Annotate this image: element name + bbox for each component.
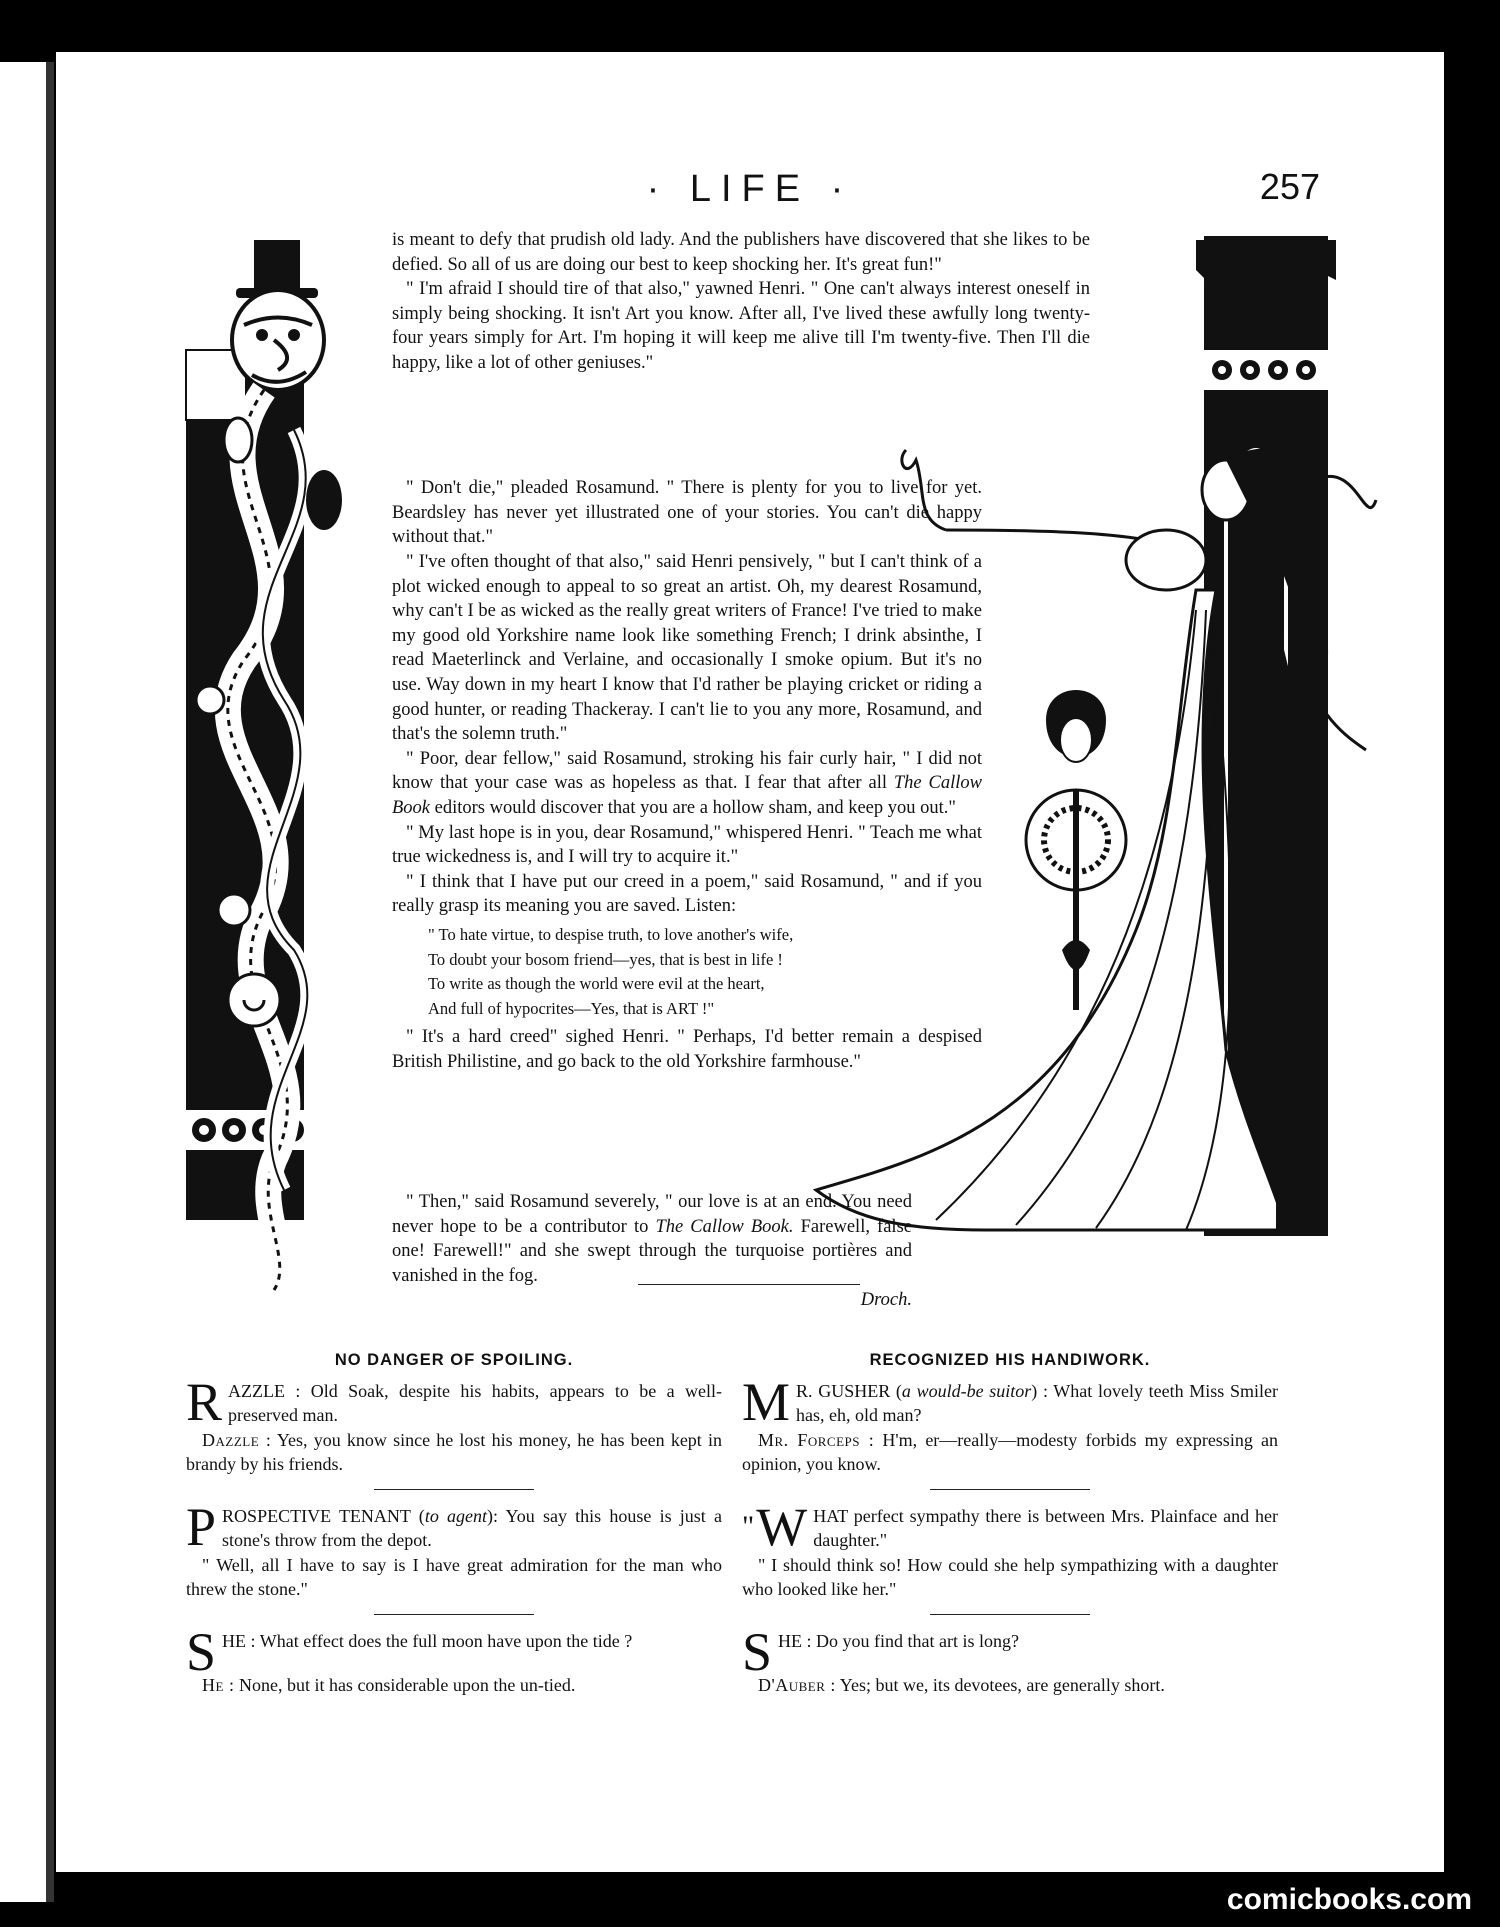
page-number: 257 [1259,166,1320,207]
story-paragraph: " My last hope is in you, dear Rosamund," whispered Henri. " Teach me what true wickedness is, and I will try to acquire it." [392,822,982,868]
opening-quote: " [742,1509,755,1543]
drop-cap: M [742,1371,791,1432]
story-paragraph: " I think that I have put our creed in a poem," said Rosamund, " and if you really grasp its meaning you are saved. Listen: [392,871,982,917]
joke-item [742,1621,1278,1698]
joke-line: R. GUSHER (a would-be suitor) : What lovely teeth Miss Smiler has, eh, old man? [796,1380,1278,1425]
poem-line: And full of hypocrites—Yes, that is ART !" [428,998,715,1018]
story-paragraph: " I'm afraid I should tire of that also," yawned Henri. " One can't always interest oneself in simply being shocking. It isn't Art you know. After all, I've lived these awfully long twenty-four years simply for Art. I'm hoping it will keep me alive till I'm twenty-five. Then I'll die happy, like a lot of other geniuses." [392,279,1090,373]
jokes-right-column [742,1348,1278,1705]
story-upper [392,228,1090,376]
joke-item [742,1371,1278,1477]
joke-line: Dazzle : Yes, you know since he lost his money, he has been kept in brandy by his friends. [186,1429,722,1474]
author-signature: Droch. [860,1290,912,1311]
joke-line: HE : Do you find that art is long? [778,1630,1020,1651]
joke-line: AZZLE : Old Soak, despite his habits, appears to be a well-preserved man. [228,1380,722,1425]
left-grotesque-border-illustration [174,230,344,1310]
jokes-left-column [186,1348,722,1705]
story-paragraph: " Then," said Rosamund severely, " our love is at an end. You need never hope to be a contributor to The Callow Book. Farewell, false one! Farewell!" and she swept through the turquoise portières and vanished in the fog. [392,1192,912,1286]
joke-line: HAT perfect sympathy there is between Mrs. Plainface and her daughter." [813,1505,1278,1550]
story-paragraph: is meant to defy that prudish old lady. And the publishers have discovered that she likes to be defied. So all of us are doing our best to keep shocking her. It's great fun!" [392,230,1090,275]
joke-line: Mr. Forceps : H'm, er—really—modesty forbids my expressing an opinion, you know. [742,1429,1278,1474]
story-ending [392,1190,912,1313]
drop-cap: P [186,1496,217,1557]
drop-cap: S [742,1621,773,1682]
poem-line: " To hate virtue, to despise truth, to love another's wife, [428,924,794,944]
joke-heading: NO DANGER OF SPOILING. [334,1351,574,1369]
joke-item [742,1496,1278,1602]
joke-separator [930,1489,1090,1490]
story-middle [392,476,982,550]
joke-separator [374,1614,534,1615]
story-paragraph: " Poor, dear fellow," said Rosamund, stroking his fair curly hair, " I did not know that your case was as hopeless as that. I fear that after all The Callow Book editors would discover that you are a hollow sham, and keep you out." [392,748,982,818]
joke-line: D'Auber : Yes; but we, its devotees, are generally short. [758,1674,1165,1695]
poem-line: To write as though the world were evil at the heart, [428,974,765,994]
joke-line: " Well, all I have to say is I have great admiration for the man who threw the stone." [186,1554,722,1599]
book-title: The Callow Book [392,773,982,818]
section-divider [638,1284,860,1285]
story-lower [392,550,982,1074]
book-title: The Callow Book. [655,1216,794,1237]
story-paragraph: " I've often thought of that also," said Henri pensively, " but I can't think of a plot wicked enough to appeal to so great an artist. Oh, my dearest Rosamund, why can't I be as wicked as the really great writers of France! I've tried to make my good old Yorkshire name look like something French; I drink absinthe, I read Maeterlinck and Verlaine, and occasionally I smoke opium. But it's no use. Way down in my heart I know that I'd rather be playing cricket or riding a good hunter, or reading Thackeray. I can't lie to you any more, Rosamund, and that's the solemn truth." [392,552,982,745]
joke-line: HE : What effect does the full moon have upon the tide ? [222,1630,633,1651]
story-paragraph: " It's a hard creed" sighed Henri. " Perhaps, I'd better remain a despised British Philistine, and go back to the old Yorkshire farmhouse." [392,1027,982,1072]
joke-line: He : None, but it has considerable upon the un-tied. [202,1674,576,1695]
poem [428,923,982,1021]
previous-page-edge [0,62,54,1902]
magazine-page [56,52,1444,1872]
drop-cap: W [756,1496,808,1557]
joke-separator [930,1614,1090,1615]
joke-item [186,1496,722,1602]
poem-line: To doubt your bosom friend—yes, that is best in life ! [428,949,783,969]
joke-heading: RECOGNIZED HIS HANDIWORK. [869,1351,1151,1369]
masthead-title: · LIFE · [646,168,854,210]
drop-cap: R [186,1371,223,1432]
site-watermark: comicbooks.com [1226,1883,1472,1916]
joke-line: " I should think so! How could she help sympathizing with a daughter who looked like her." [742,1554,1278,1599]
joke-line: ROSPECTIVE TENANT (to agent): You say this house is just a stone's throw from the depot. [222,1505,722,1550]
joke-item [186,1621,722,1698]
joke-separator [374,1489,534,1490]
joke-item [186,1371,722,1477]
story-paragraph: " Don't die," pleaded Rosamund. " There is plenty for you to live for yet. Beardsley has never yet illustrated one of your stories. You can't die happy without that." [392,478,982,548]
drop-cap: S [186,1621,217,1682]
